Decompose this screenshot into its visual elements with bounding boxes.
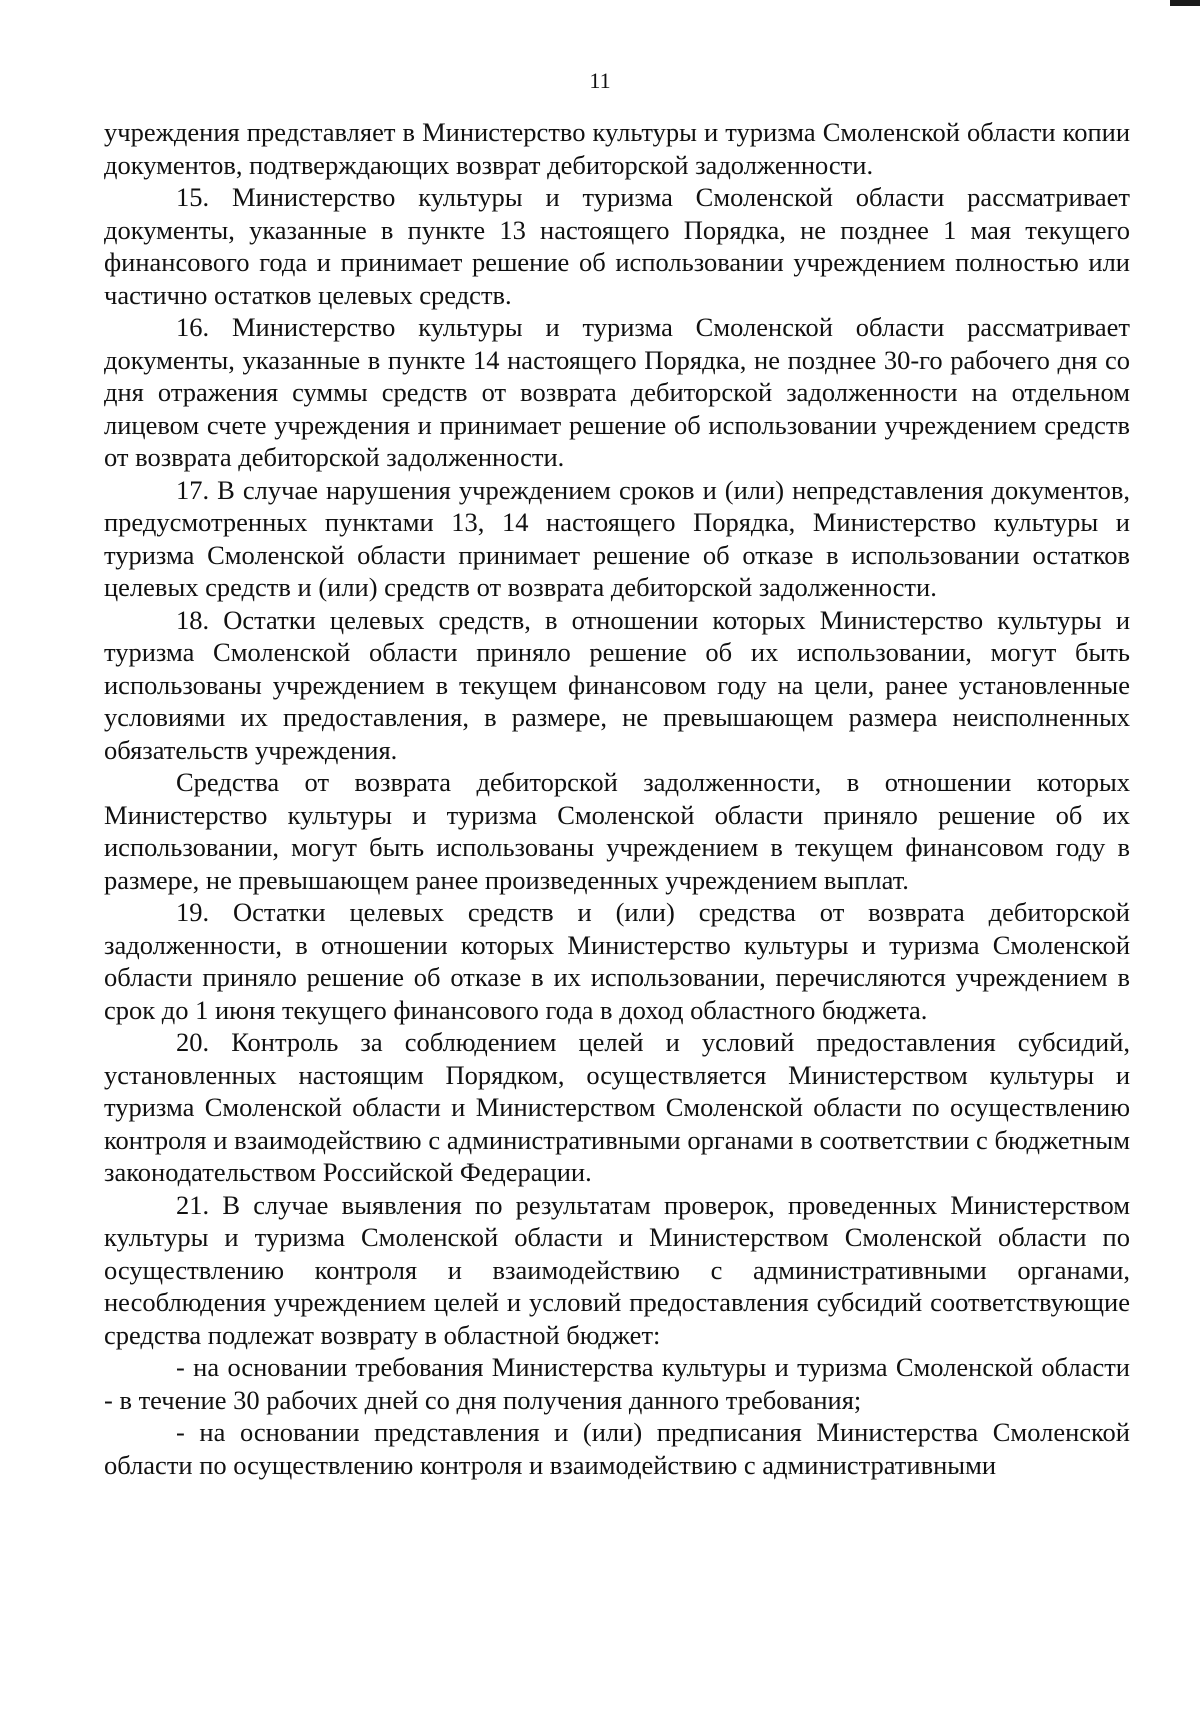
paragraph-17: 17. В случае нарушения учреждением сроков и (или) непредставления документов, предусмотренных пунктами 13, 14 настоящего Порядка, Министерство культуры и туризма Смоленской области принимает решение об отказе в использовании остатков целевых средств и (или) средств от возврата дебиторской задолженности. xyxy=(104,474,1130,602)
paragraph-18-continued: Средства от возврата дебиторской задолженности, в отношении которых Министерство культуры и туризма Смоленской области приняло решение об их использовании, могут быть использованы учреждением в текущем финансовом году в размере, не превышающем ранее произведенных учреждением выплат. xyxy=(104,767,1130,895)
paragraph-18: 18. Остатки целевых средств, в отношении которых Министерство культуры и туризма Смоленской области приняло решение об их использовании, могут быть использованы учреждением в текущем финансовом году на цели, ранее установленные условиями их предоставления, в размере, не превышающем размера неисполненных обязательств учреждения. xyxy=(104,604,1130,765)
paragraph-21-item-b: - на основании представления и (или) предписания Министерства Смоленской области по осуществлению контроля и взаимодействию с административными xyxy=(104,1417,1130,1480)
paragraph-15: 15. Министерство культуры и туризма Смоленской области рассматривает документы, указанные в пункте 13 настоящего Порядка, не позднее 1 мая текущего финансового года и принимает решение об использовании учреждением полностью или частично остатков целевых средств. xyxy=(104,182,1130,310)
document-body xyxy=(104,116,1130,1481)
paragraph-16: 16. Министерство культуры и туризма Смоленской области рассматривает документы, указанные в пункте 14 настоящего Порядка, не позднее 30-го рабочего дня со дня отражения суммы средств от возврата дебиторской задолженности на отдельном лицевом счете учреждения и принимает решение об использовании учреждением средств от возврата дебиторской задолженности. xyxy=(104,312,1130,472)
paragraph-21-item-a: - на основании требования Министерства культуры и туризма Смоленской области - в течение 30 рабочих дней со дня получения данного требования; xyxy=(104,1352,1130,1415)
paragraph-continuation: учреждения представляет в Министерство культуры и туризма Смоленской области копии документов, подтверждающих возврат дебиторской задолженности. xyxy=(104,117,1130,180)
scan-corner-mark xyxy=(1170,0,1200,6)
paragraph-21: 21. В случае выявления по результатам проверок, проведенных Министерством культуры и туризма Смоленской области и Министерством Смоленской области по осуществлению контроля и взаимодействию с административными органами, несоблюдения учреждением целей и условий предоставления субсидий соответствующие средства подлежат возврату в областной бюджет: xyxy=(104,1189,1130,1350)
paragraph-19: 19. Остатки целевых средств и (или) средства от возврата дебиторской задолженности, в отношении которых Министерство культуры и туризма Смоленской области приняло решение об отказе в их использовании, перечисляются учреждением в срок до 1 июня текущего финансового года в доход областного бюджета. xyxy=(104,897,1130,1025)
page-number: 11 xyxy=(589,68,611,93)
paragraph-20: 20. Контроль за соблюдением целей и условий предоставления субсидий, установленных настоящим Порядком, осуществляется Министерством культуры и туризма Смоленской области и Министерством Смоленской области по осуществлению контроля и взаимодействию с административными органами в соответствии с бюджетным законодательством Российской Федерации. xyxy=(104,1027,1130,1187)
